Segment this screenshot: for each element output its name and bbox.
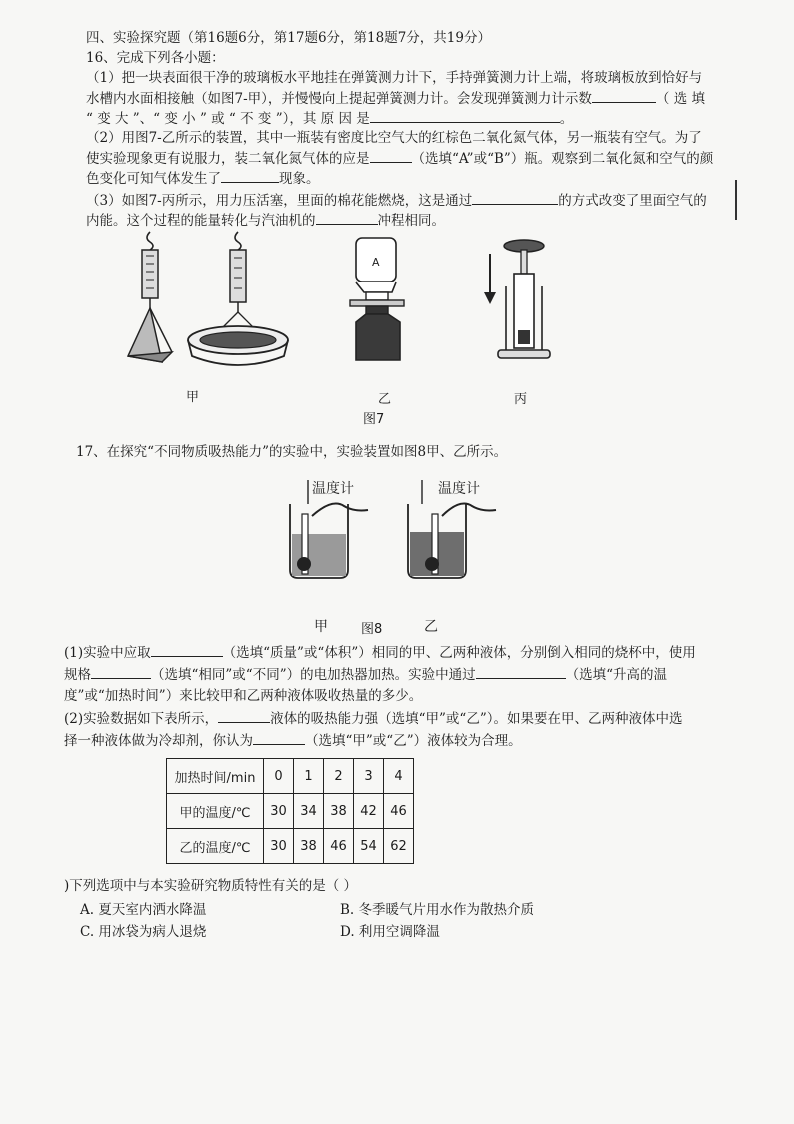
table-cell: 1 [294, 759, 324, 794]
q16-part1-line1: （1）把一块表面很干净的玻璃板水平地挂在弹簧测力计下，手持弹簧测力计上端，将玻璃板放到恰好与 [86, 70, 703, 86]
q17-title: 17、在探究“不同物质吸热能力”的实验中，实验装置如图8甲、乙所示。 [76, 444, 508, 460]
table-row [167, 829, 414, 864]
q17-part2-line1-text: (2)实验数据如下表所示， [64, 711, 219, 727]
table-header-cell: 加热时间/min [167, 759, 264, 794]
q17-part1-line1-tail: （选填“质量”或“体积”）相同的甲、乙两种液体，分别倒入相同的烧杯中，使用 [222, 645, 696, 661]
q16-part1-line3-tail: 。 [559, 111, 574, 127]
q16-part2-line2-tail: （选填“A”或“B”）瓶。观察到二氧化氮和空气的颜 [411, 151, 714, 167]
table-cell: 4 [384, 759, 414, 794]
table-cell: 34 [294, 794, 324, 829]
figure-7-yi [340, 236, 416, 366]
q17-part2-line1 [64, 708, 682, 729]
q16-part1-line3-text: “ 变 大 ”、“ 变 小 ” 或 “ 不 变 ”），其 原 因 是 [86, 111, 370, 127]
q16-part3-line1-text: （3）如图7-丙所示，用力压活塞，里面的棉花能燃烧，这是通过 [86, 193, 473, 209]
option-a: A. 夏天室内洒水降温 [80, 902, 207, 918]
q17-part2-line1-tail: 液体的吸热能力强（选填“甲”或“乙”）。如果要在甲、乙两种液体中选 [270, 711, 683, 727]
table-cell: 38 [324, 794, 354, 829]
table-cell: 38 [294, 829, 324, 864]
fire-syringe-illustration [478, 234, 558, 370]
fig8-label-yi: 乙 [424, 619, 438, 635]
arrow-down-icon [484, 292, 496, 304]
answer-blank[interactable] [592, 88, 656, 103]
q16-part2-line2-text: 使实验现象更有说服力，装二氧化氮气体的应是 [86, 151, 370, 167]
q17-part1-line2-text: 规格 [64, 667, 91, 683]
spring-scale-plate-illustration [120, 228, 300, 378]
figure-7-bing [478, 234, 558, 370]
answer-blank[interactable] [472, 190, 558, 205]
table-cell: 0 [264, 759, 294, 794]
table-row [167, 794, 414, 829]
table-row [167, 759, 414, 794]
q16-part3-line2-tail: 冲程相同。 [377, 213, 445, 229]
q16-part3-line2-text: 内能。这个过程的能量转化与汽油机的 [86, 213, 316, 229]
q17-part1-line3: 度”或“加热时间”）来比较甲和乙两种液体吸收热量的多少。 [64, 688, 423, 704]
q17-part2-line2-tail: （选填“甲”或“乙”）液体较为合理。 [305, 733, 522, 749]
answer-blank[interactable] [91, 664, 151, 679]
q16-part1-line3 [86, 108, 573, 129]
answer-blank[interactable] [221, 168, 279, 183]
option-b: B. 冬季暖气片用水作为散热介质 [340, 902, 535, 918]
table-cell: 42 [354, 794, 384, 829]
fig7-label-bing: 丙 [514, 392, 528, 407]
table-cell: 30 [264, 829, 294, 864]
table-header-cell: 甲的温度/℃ [167, 794, 264, 829]
q17-part1-line2 [64, 664, 667, 685]
table-cell: 62 [384, 829, 414, 864]
fig7-label-yi: 乙 [378, 392, 392, 407]
section-header: 四、实验探究题（第16题6分，第17题6分，第18题7分，共19分） [86, 30, 491, 46]
answer-blank[interactable] [316, 210, 378, 225]
option-d: D. 利用空调降温 [340, 924, 440, 940]
q16-part2-line3-text: 色变化可知气体发生了 [86, 171, 221, 187]
q16-title: 16、完成下列各小题： [86, 50, 225, 66]
figure-7-jia [120, 228, 300, 378]
q16-part1-line2-tail: （ 选 填 [655, 91, 705, 107]
answer-blank[interactable] [370, 108, 560, 123]
option-c: C. 用冰袋为病人退烧 [80, 924, 207, 940]
q16-part3-line1 [86, 190, 707, 211]
table-cell: 2 [324, 759, 354, 794]
q17-part1-line2-tail: （选填“升高的温 [565, 667, 668, 683]
table-cell: 3 [354, 759, 384, 794]
q17-part3-stem: )下列选项中与本实验研究物质特性有关的是（ ） [64, 878, 358, 894]
q16-part3-line1-tail: 的方式改变了里面空气的 [558, 193, 707, 209]
answer-blank[interactable] [370, 148, 412, 163]
fig8-thermometer-label-right: 温度计 [438, 481, 480, 497]
q16-part2-line3 [86, 168, 320, 189]
q16-part1-line2-text: 水槽内水面相接触（如图7-甲），并慢慢向上提起弹簧测力计。会发现弹簧测力计示数 [86, 91, 592, 107]
fig7-label-jia: 甲 [186, 390, 200, 405]
q17-part1-line2-mid: （选填“相同”或“不同”）的电加热器加热。实验中通过 [151, 667, 476, 683]
answer-blank[interactable] [151, 642, 223, 657]
answer-blank[interactable] [218, 708, 270, 723]
scan-edge-mark [735, 180, 737, 220]
q16-part1-line2 [86, 88, 705, 109]
fig7-caption: 图7 [363, 412, 385, 427]
table-cell: 46 [324, 829, 354, 864]
q17-part2-line2-text: 择一种液体做为冷却剂，你认为 [64, 733, 253, 749]
q16-part2-line2 [86, 148, 713, 169]
answer-blank[interactable] [253, 730, 305, 745]
table-cell: 46 [384, 794, 414, 829]
q16-part2-line1: （2）用图7-乙所示的装置，其中一瓶装有密度比空气大的红棕色二氧化氮气体，另一瓶装有空气。为了 [86, 130, 702, 146]
fig8-caption: 图8 [361, 622, 383, 637]
q16-part2-line3-tail: 现象。 [279, 171, 320, 187]
table-cell: 30 [264, 794, 294, 829]
q17-part1-line1-text: (1)实验中应取 [64, 645, 151, 661]
answer-blank[interactable] [476, 664, 566, 679]
gas-diffusion-bottles-illustration [340, 236, 416, 366]
table-cell: 54 [354, 829, 384, 864]
fig8-label-jia: 甲 [314, 619, 328, 635]
fig8-thermometer-label-left: 温度计 [312, 481, 354, 497]
table-header-cell: 乙的温度/℃ [167, 829, 264, 864]
temperature-data-table [166, 758, 414, 864]
bottle-label-a: A [372, 256, 380, 269]
q17-part1-line1 [64, 642, 696, 663]
q17-part2-line2 [64, 730, 522, 751]
